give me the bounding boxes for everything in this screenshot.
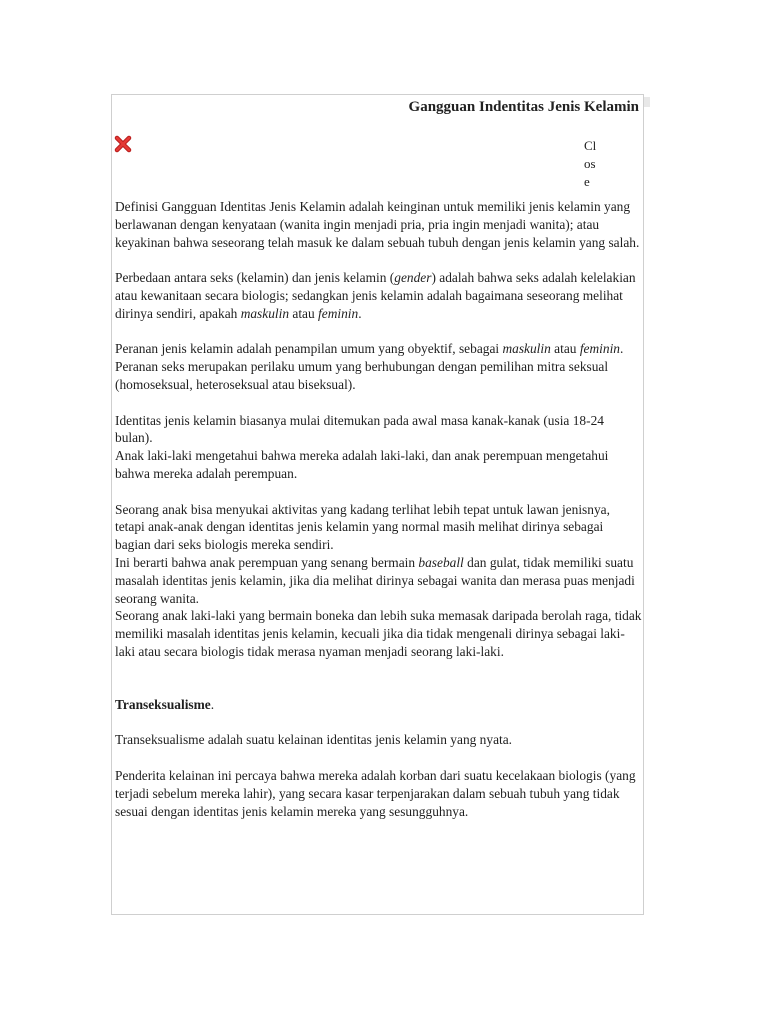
page-edge-marker [644,97,650,107]
paragraph: Transeksualisme adalah suatu kelainan identitas jenis kelamin yang nyata. [115,732,513,748]
paragraph: Peranan seks merupakan perilaku umum yang berhubungan dengan pemilihan mitra seksual (homoseksual, heteroseksual atau biseksual). [115,359,609,392]
paragraph: Seorang anak laki-laki yang bermain boneka dan lebih suka memasak daripada berolah raga, tidak memiliki masalah identitas jenis kelamin, kecuali jika dia tidak mengenali dirinya sebagai laki-laki atau secara biologis tidak merasa nyaman menjadi seorang laki-laki. [115,608,642,659]
section-heading: Transeksualisme. [115,696,215,712]
paragraph: Penderita kelainan ini percaya bahwa mereka adalah korban dari suatu kecelakaan biologis (yang terjadi sebelum mereka lahir), yang secara kasar terpenjarakan dalam sebuah tubuh yang tidak sesuai dengan identitas jenis kelamin mereka yang sesungguhnya. [115,767,636,819]
paragraph: Anak laki-laki mengetahui bahwa mereka adalah laki-laki, dan anak perempuan mengetahui bahwa mereka adalah perempuan. [115,448,609,481]
paragraph: Peranan jenis kelamin adalah penampilan umum yang obyektif, sebagai maskulin atau feminin. [115,341,624,357]
close-button[interactable]: Close [584,138,597,189]
paragraph: Identitas jenis kelamin biasanya mulai ditemukan pada awal masa kanak-kanak (usia 18-24 bulan). [115,412,604,446]
document-title: Gangguan Indentitas Jenis Kelamin [408,99,639,115]
paragraph: Ini berarti bahwa anak perempuan yang senang bermain baseball dan gulat, tidak memiliki suatu masalah identitas jenis kelamin, jika dia melihat dirinya sebagai wanita dan merasa puas menjadi seorang wanita. [115,554,635,606]
paragraph: Perbedaan antara seks (kelamin) dan jenis kelamin (gender) adalah bahwa seks adalah kelelakian atau kewanitaan secara biologis; sedangkan jenis kelamin adalah bagaimana seseorang melihat dirinya sendiri, apakah maskulin atau feminin. [115,270,636,321]
document-page [111,94,644,915]
paragraph: Seorang anak bisa menyukai aktivitas yang kadang terlihat lebih tepat untuk lawan jenisnya, tetapi anak-anak dengan identitas jenis kelamin yang normal masih melihat dirinya sebagai bagian dari seks biologis mereka sendiri. [115,501,610,553]
paragraph: Definisi Gangguan Identitas Jenis Kelamin adalah keinginan untuk memiliki jenis kelamin yang berlawanan dengan kenyataan (wanita ingin menjadi pria, pria ingin menjadi wanita); atau keyakinan bahwa seseorang telah masuk ke dalam sebuah tubuh dengan jenis kelamin yang salah. [115,199,640,250]
close-icon[interactable] [114,135,132,153]
document-body [115,198,642,838]
